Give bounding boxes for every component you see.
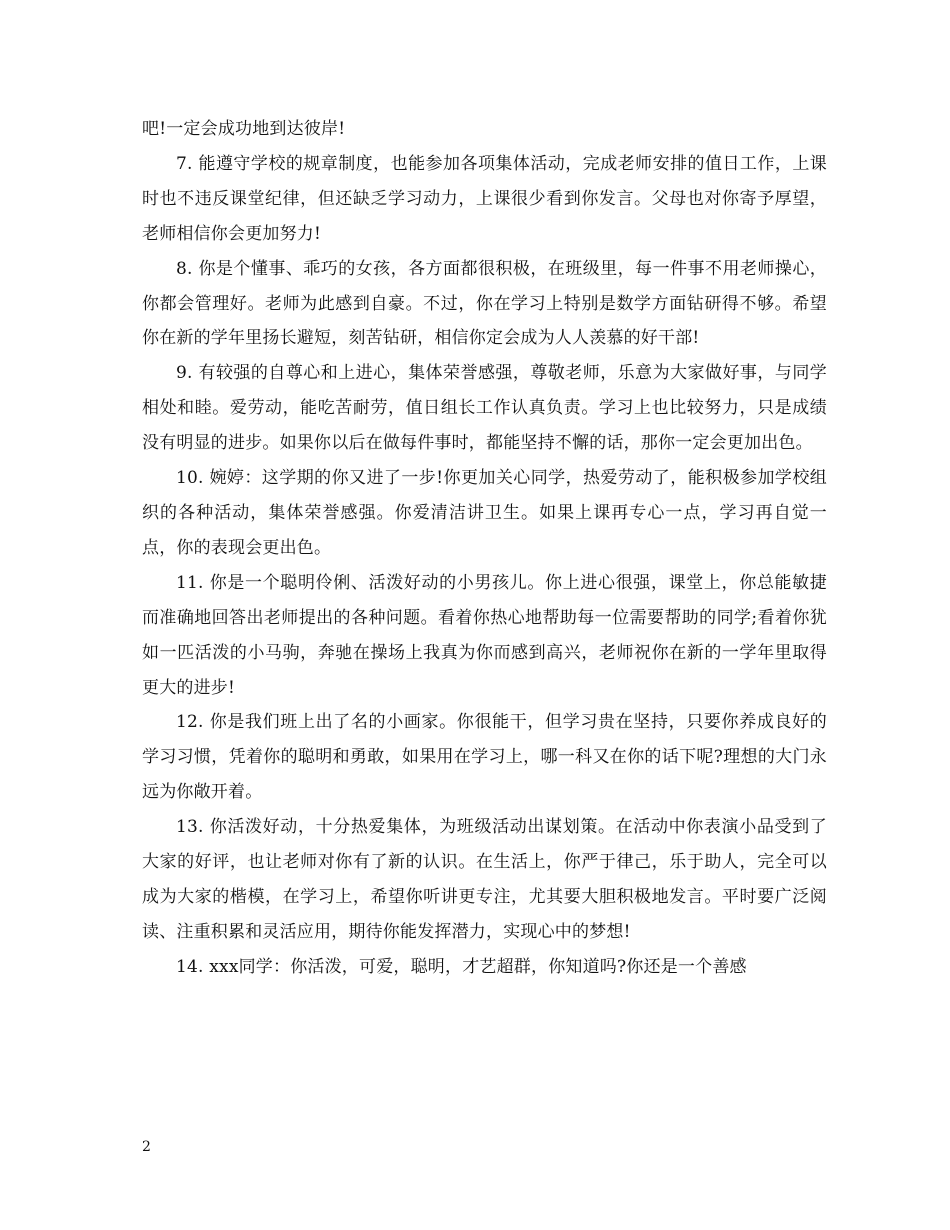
paragraph-7: 7. 能遵守学校的规章制度，也能参加各项集体活动，完成老师安排的值日工作，上课时也不违反课堂纪律，但还缺乏学习动力，上课很少看到你发言。父母也对你寄予厚望，老师相信你会更加努力! <box>142 153 827 244</box>
paragraph-10: 10. 婉婷：这学期的你又进了一步!你更加关心同学，热爱劳动了，能积极参加学校组织的各种活动，集体荣誉感强。你爱清洁讲卫生。如果上课再专心一点，学习再自觉一点，你的表现会更出色。 <box>142 468 827 558</box>
paragraph-12: 12. 你是我们班上出了名的小画家。你很能干，但学习贵在坚持，只要你养成良好的学习习惯，凭着你的聪明和勇敢，如果用在学习上，哪一科又在你的话下呢?理想的大门永远为你敞开着。 <box>142 712 827 803</box>
paragraph-13: 13. 你活泼好动，十分热爱集体，为班级活动出谋划策。在活动中你表演小品受到了大家的好评，也让老师对你有了新的认识。在生活上，你严于律己，乐于助人，完全可以成为大家的楷模，在学习上，希望你听讲更专注，尤其要大胆积极地发言。平时要广泛阅读、注重积累和灵活应用，期待你能发挥潜力，实现心中的梦想! <box>142 817 827 942</box>
page-number: 2 <box>142 1139 151 1155</box>
paragraph-8: 8. 你是个懂事、乖巧的女孩，各方面都很积极，在班级里，每一件事不用老师操心，你都会管理好。老师为此感到自豪。不过，你在学习上特别是数学方面钻研得不够。希望你在新的学年里扬长避短，刻苦钻研，相信你定会成为人人羡慕的好干部! <box>142 258 827 349</box>
document-body <box>142 112 827 985</box>
paragraph-9: 9. 有较强的自尊心和上进心，集体荣誉感强，尊敬老师，乐意为大家做好事，与同学相处和睦。爱劳动，能吃苦耐劳，值日组长工作认真负责。学习上也比较努力，只是成绩没有明显的进步。如果你以后在做每件事时，都能坚持不懈的话，那你一定会更加出色。 <box>142 363 827 454</box>
paragraph-continuation: 吧!一定会成功地到达彼岸! <box>142 119 346 139</box>
paragraph-14: 14. xxx同学：你活泼，可爱，聪明，才艺超群，你知道吗?你还是一个善感 <box>176 956 747 977</box>
paragraph-11: 11. 你是一个聪明伶俐、活泼好动的小男孩儿。你上进心很强，课堂上，你总能敏捷而准确地回答出老师提出的各种问题。看着你热心地帮助每一位需要帮助的同学;看着你犹如一匹活泼的小马驹，奔驰在操场上我真为你而感到高兴，老师祝你在新的一学年里取得更大的进步! <box>142 572 827 698</box>
